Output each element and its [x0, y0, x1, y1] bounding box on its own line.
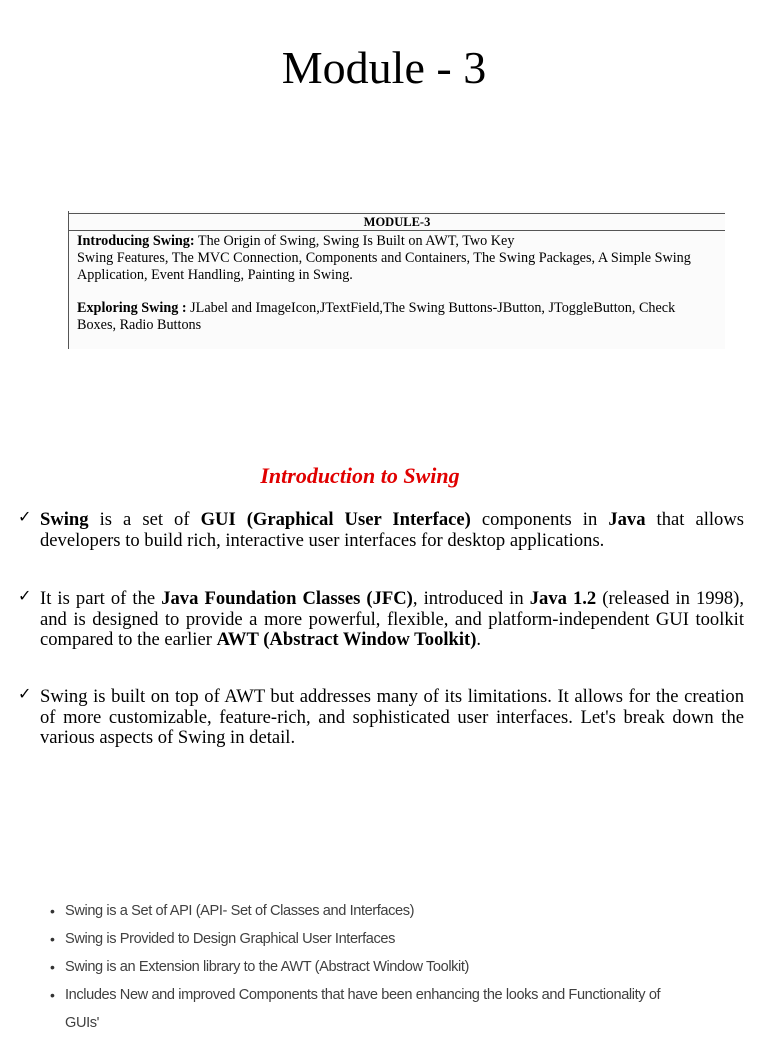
divider: [69, 213, 725, 214]
list-item: [50, 981, 750, 1009]
list-item-text: GUIs': [65, 1015, 100, 1031]
bold-term: Java: [608, 509, 646, 530]
introducing-line1: The Origin of Swing, Swing Is Built on AWT, Two Key: [194, 233, 515, 249]
bullet-icon: •: [50, 931, 55, 947]
check-item-text: Swing is built on top of AWT but addresses many of its limitations. It allows for the creation of more customizable, feature-rich, and sophisticated user interfaces. Let's break down the various aspects of Swing in detail.: [40, 686, 744, 748]
check-item-text: [40, 589, 744, 651]
checkmark-icon: ✓: [18, 507, 32, 526]
list-item: [50, 953, 750, 981]
text-run: .: [476, 629, 482, 650]
checkmark-icon: ✓: [18, 586, 32, 605]
list-item-text: Swing is an Extension library to the AWT (Abstract Window Toolkit): [65, 959, 470, 975]
section-heading: Introduction to Swing: [260, 463, 460, 488]
checkmark-icon: ✓: [18, 684, 32, 703]
bold-term: Swing: [40, 509, 89, 530]
bold-term: GUI (Graphical User Interface): [200, 509, 471, 530]
bullet-icon: •: [50, 959, 55, 975]
text-run: , introduced in: [412, 588, 530, 609]
introducing-line3: Application, Event Handling, Painting in Swing.: [77, 267, 353, 283]
bold-term: AWT (Abstract Window Toolkit): [216, 629, 477, 650]
list-item-continuation: [50, 1009, 750, 1037]
introducing-label: Introducing Swing:: [77, 233, 195, 249]
syllabus-exploring: [77, 300, 719, 334]
exploring-line2: Boxes, Radio Buttons: [77, 317, 202, 333]
text-run: that allows developers to build rich, interactive user interfaces for desktop applications.: [40, 509, 745, 551]
list-item: [50, 897, 750, 925]
introducing-line2: Swing Features, The MVC Connection, Components and Containers, The Swing Packages, A Simple Swing: [77, 250, 691, 266]
list-item-text: Swing is a Set of API (API- Set of Classes and Interfaces): [65, 903, 415, 919]
check-list-item: [18, 586, 745, 651]
check-item-text: [40, 510, 744, 551]
text-run: is a set of: [88, 509, 201, 530]
check-list-item: [18, 507, 745, 551]
bold-term: Java 1.2: [529, 588, 597, 609]
list-item-text: Swing is Provided to Design Graphical User Interfaces: [65, 931, 396, 947]
bullet-list: [50, 897, 750, 1037]
exploring-label: Exploring Swing :: [77, 300, 187, 316]
syllabus-introducing: [77, 233, 719, 284]
check-list-item: [18, 684, 744, 749]
divider: [69, 230, 725, 231]
syllabus-header: MODULE-3: [363, 215, 431, 229]
bold-term: Java Foundation Classes (JFC): [161, 588, 413, 609]
list-item: [50, 925, 750, 953]
exploring-line1: JLabel and ImageIcon,JTextField,The Swing Buttons-JButton, JToggleButton, Check: [186, 300, 676, 316]
syllabus-box: [68, 211, 725, 349]
text-run: components in: [470, 509, 609, 530]
bullet-icon: •: [50, 903, 55, 919]
text-run: It is part of the: [40, 588, 162, 609]
list-item-text: Includes New and improved Components that have been enhancing the looks and Functionality of: [65, 987, 661, 1003]
text-run: (released in 1998), and is designed to provide a more powerful, flexible, and platform-independent GUI toolkit compared to the earlier: [40, 588, 745, 650]
page-title: Module - 3: [281, 42, 487, 93]
bullet-icon: •: [50, 987, 55, 1003]
